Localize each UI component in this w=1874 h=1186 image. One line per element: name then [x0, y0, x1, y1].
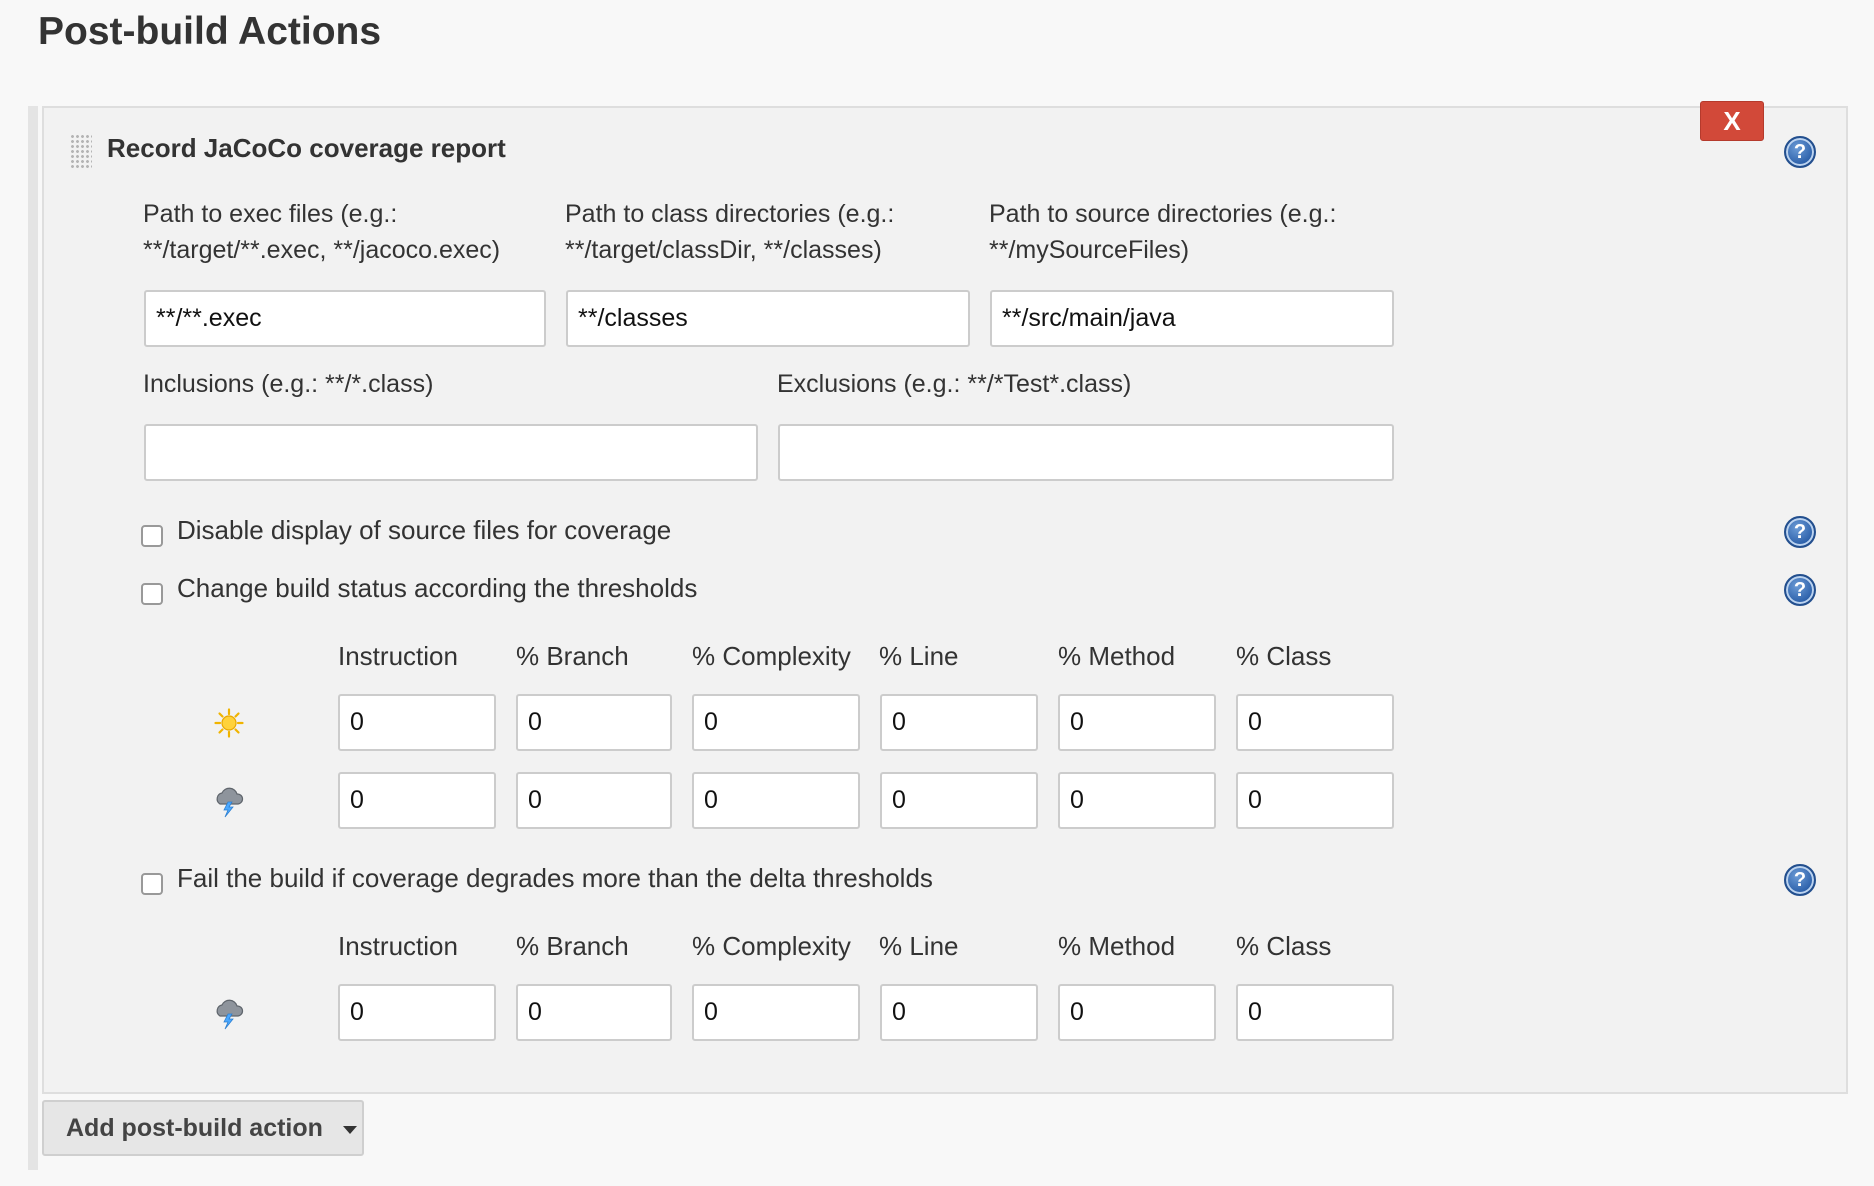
delta-col-header-instruction: Instruction — [338, 931, 458, 961]
inclusions-label: Inclusions (e.g.: **/*.class) — [143, 370, 434, 398]
caret-down-icon — [343, 1126, 357, 1134]
disable-source-label: Disable display of source files for coverage — [177, 515, 672, 545]
source-path-input[interactable] — [990, 290, 1394, 347]
exec-path-label: Path to exec files (e.g.: **/target/**.exec, **/jacoco.exec) — [143, 200, 501, 264]
add-post-build-action-button[interactable] — [42, 1100, 364, 1156]
class-path-input[interactable] — [566, 290, 970, 347]
source-path-label: Path to source directories (e.g.: **/mySourceFiles) — [989, 200, 1337, 264]
delta-method-input[interactable] — [1058, 984, 1216, 1041]
page-title: Post-build Actions — [38, 10, 382, 53]
healthy-complexity-input[interactable] — [692, 694, 860, 751]
col-header-method: % Method — [1058, 641, 1176, 671]
delete-section-button[interactable]: X — [1700, 101, 1764, 141]
delta-col-header-line: % Line — [879, 931, 959, 961]
delta-col-header-branch: % Branch — [516, 931, 629, 961]
healthy-branch-input[interactable] — [516, 694, 672, 751]
help-icon[interactable]: ? — [1784, 864, 1816, 896]
exclusions-label: Exclusions (e.g.: **/*Test*.class) — [777, 370, 1132, 398]
col-header-complexity: % Complexity — [692, 641, 851, 671]
change-status-checkbox[interactable] — [141, 583, 163, 605]
healthy-line-input[interactable] — [880, 694, 1038, 751]
change-status-label: Change build status according the thresholds — [177, 573, 698, 603]
unhealthy-branch-input[interactable] — [516, 772, 672, 829]
delta-class-input[interactable] — [1236, 984, 1394, 1041]
col-header-branch: % Branch — [516, 641, 629, 671]
healthy-class-input[interactable] — [1236, 694, 1394, 751]
healthy-method-input[interactable] — [1058, 694, 1216, 751]
class-path-label: Path to class directories (e.g.: **/target/classDir, **/classes) — [565, 200, 895, 264]
delta-col-header-method: % Method — [1058, 931, 1176, 961]
sun-icon — [214, 708, 244, 738]
unhealthy-complexity-input[interactable] — [692, 772, 860, 829]
inclusions-input[interactable] — [144, 424, 758, 481]
help-icon[interactable]: ? — [1784, 574, 1816, 606]
delta-col-header-complexity: % Complexity — [692, 931, 851, 961]
exec-path-input[interactable] — [144, 290, 546, 347]
help-icon[interactable]: ? — [1784, 136, 1816, 168]
unhealthy-instruction-input[interactable] — [338, 772, 496, 829]
fail-delta-checkbox[interactable] — [141, 873, 163, 895]
delta-complexity-input[interactable] — [692, 984, 860, 1041]
col-header-class: % Class — [1236, 641, 1332, 671]
storm-cloud-icon — [212, 784, 246, 818]
delta-instruction-input[interactable] — [338, 984, 496, 1041]
col-header-line: % Line — [879, 641, 959, 671]
fail-delta-label: Fail the build if coverage degrades more than the delta thresholds — [177, 863, 933, 893]
unhealthy-line-input[interactable] — [880, 772, 1038, 829]
col-header-instruction: Instruction — [338, 641, 458, 671]
section-title: Record JaCoCo coverage report — [107, 133, 506, 163]
unhealthy-method-input[interactable] — [1058, 772, 1216, 829]
exclusions-input[interactable] — [778, 424, 1394, 481]
healthy-instruction-input[interactable] — [338, 694, 496, 751]
drag-handle-icon[interactable] — [70, 134, 92, 168]
section-left-bar — [28, 106, 38, 1170]
storm-cloud-icon — [212, 996, 246, 1030]
help-icon[interactable]: ? — [1784, 516, 1816, 548]
delta-line-input[interactable] — [880, 984, 1038, 1041]
disable-source-checkbox[interactable] — [141, 525, 163, 547]
delta-col-header-class: % Class — [1236, 931, 1332, 961]
unhealthy-class-input[interactable] — [1236, 772, 1394, 829]
delta-branch-input[interactable] — [516, 984, 672, 1041]
add-post-build-action-label: Add post-build action — [66, 1113, 323, 1142]
